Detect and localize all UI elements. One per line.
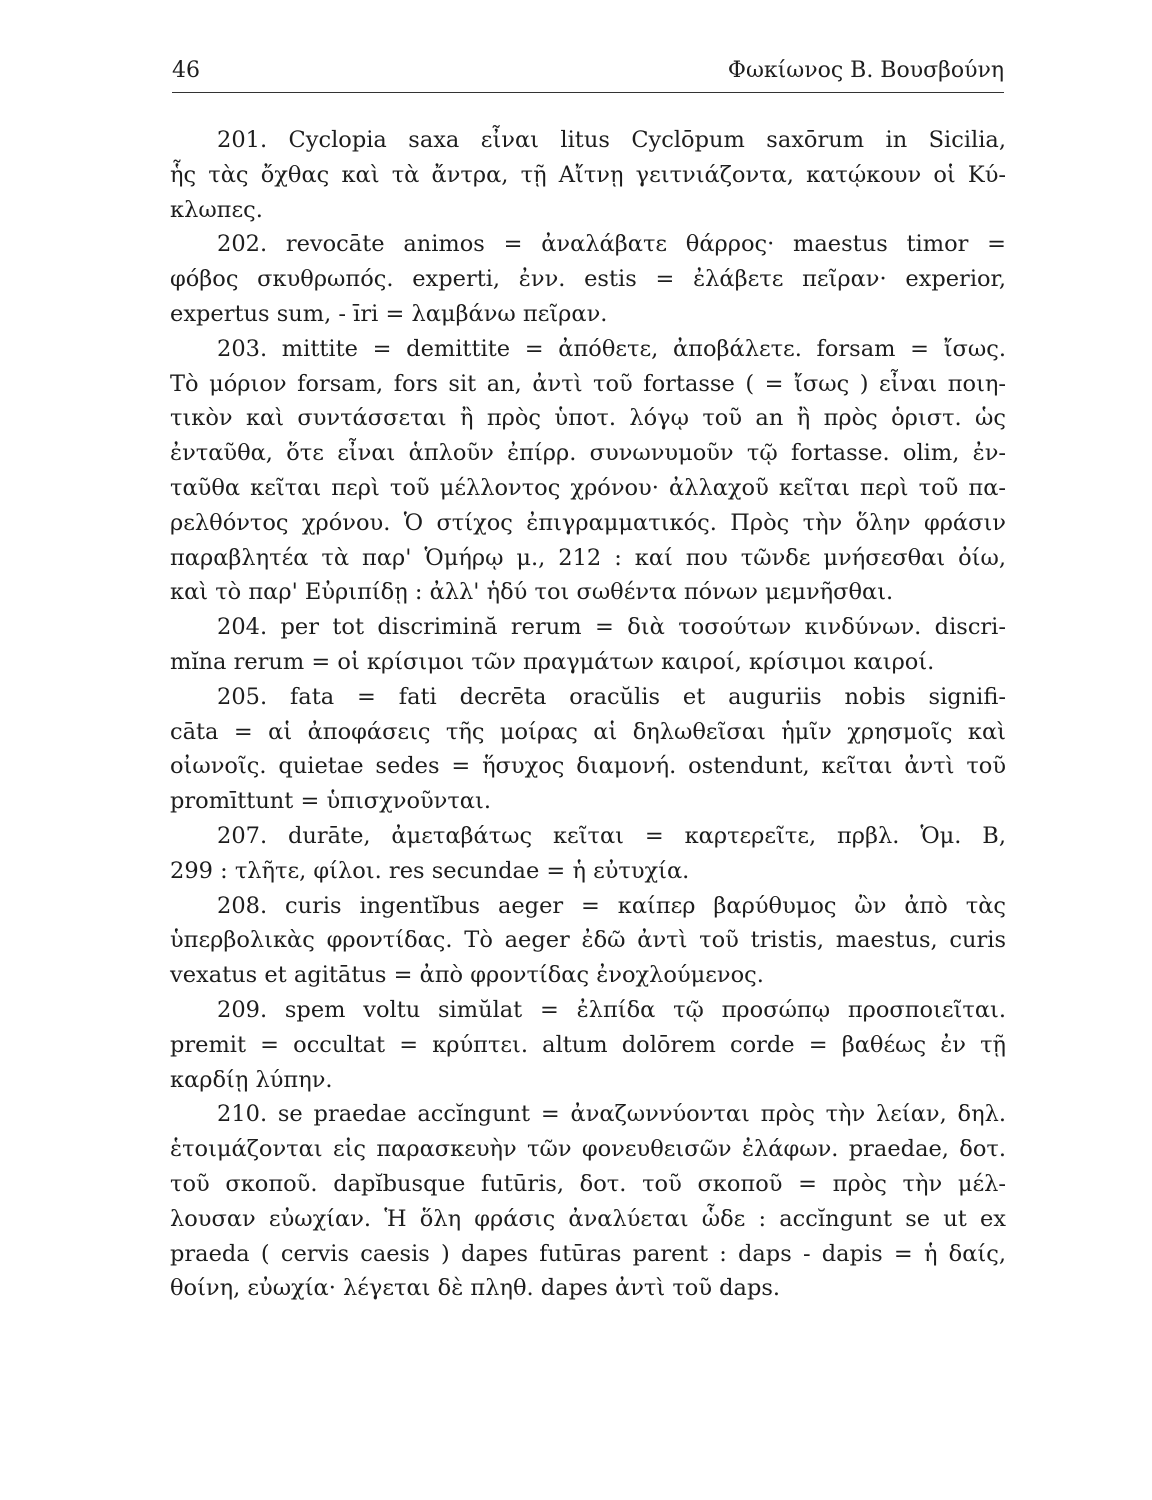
text-line: τοῦ σκοποῦ. dapĭbusque futūris, δοτ. τοῦ σκοποῦ = πρὸς τὴν μέλ- xyxy=(170,1170,1006,1197)
text-line: λουσαν εὐωχίαν. Ἡ ὅλη φράσις ἀναλύεται ὧδε : accĭngunt se ut ex xyxy=(170,1205,1006,1232)
text-line: 299 : τλῆτε, φίλοι. res secundae = ἡ εὐτυχία. xyxy=(170,857,690,884)
text-line: θοίνη, εὐωχία· λέγεται δὲ πληθ. dapes ἀντὶ τοῦ daps. xyxy=(170,1275,781,1302)
text-line: Τὸ μόριον forsam, fors sit an, ἀντὶ τοῦ fortasse ( = ἴσως ) εἶναι ποιη- xyxy=(170,370,1006,397)
page-number: 46 xyxy=(172,58,200,83)
text-line: 205. fata = fati decrēta oracŭlis et auguriis nobis signifi- xyxy=(217,683,1006,710)
text-line: ρελθόντος χρόνου. Ὁ στίχος ἐπιγραμματικός. Πρὸς τὴν ὅλην φράσιν xyxy=(170,509,1006,536)
text-line: φόβος σκυθρωπός. experti, ἐνν. estis = ἐλάβετε πεῖραν· experior, xyxy=(170,266,1006,293)
text-line: οἰωνοῖς. quietae sedes = ἥσυχος διαμονή. ostendunt, κεῖται ἀντὶ τοῦ xyxy=(170,753,1006,780)
text-line: promīttunt = ὑπισχνοῦνται. xyxy=(170,788,491,815)
text-line: 204. per tot discrimină rerum = διὰ τοσούτων κινδύνων. discri- xyxy=(217,614,1006,641)
text-line: 210. se praedae accĭngunt = ἀναζωννύονται πρὸς τὴν λείαν, δηλ. xyxy=(217,1101,1006,1128)
text-line: mĭna rerum = οἱ κρίσιμοι τῶν πραγμάτων καιροί, κρίσιμοι καιροί. xyxy=(170,648,935,675)
text-line: 208. curis ingentĭbus aeger = καίπερ βαρύθυμος ὢν ἀπὸ τὰς xyxy=(217,892,1006,919)
text-line: 202. revocāte animos = ἀναλάβατε θάρρος· maestus timor = xyxy=(217,231,1006,258)
running-title: Φωκίωνος Β. Βουσβούνη xyxy=(727,58,1004,83)
text-line: 201. Cyclopia saxa εἶναι litus Cyclōpum saxōrum in Sicilia, xyxy=(217,127,1006,153)
text-line: premit = occultat = κρύπτει. altum dolōrem corde = βαθέως ἐν τῇ xyxy=(170,1031,1006,1058)
text-line: ἑτοιμάζονται εἰς παρασκευὴν τῶν φονευθεισῶν ἐλάφων. praedae, δοτ. xyxy=(170,1136,1006,1163)
text-line: ταῦθα κεῖται περὶ τοῦ μέλλοντος χρόνου· ἀλλαχοῦ κεῖται περὶ τοῦ πα- xyxy=(170,474,1006,501)
text-line: vexatus et agitātus = ἀπὸ φροντίδας ἐνοχλούμενος. xyxy=(170,962,764,989)
page-header xyxy=(172,58,1004,93)
text-line: καρδίῃ λύπην. xyxy=(170,1066,333,1093)
text-line: 207. durāte, ἀμεταβάτως κεῖται = καρτερεῖτε, πρβλ. Ὁμ. Β, xyxy=(217,822,1006,849)
text-line: ὑπερβολικὰς φροντίδας. Τὸ aeger ἐδῶ ἀντὶ τοῦ tristis, maestus, curis xyxy=(170,927,1006,954)
commentary-text xyxy=(170,123,1006,1306)
text-line: praeda ( cervis caesis ) dapes futūras parent : daps - dapis = ἡ δαίς, xyxy=(170,1240,1006,1267)
text-line: cāta = αἱ ἀποφάσεις τῆς μοίρας αἱ δηλωθεῖσαι ἡμῖν χρησμοῖς καὶ xyxy=(170,718,1006,745)
text-line: παραβλητέα τὰ παρ' Ὁμήρῳ μ., 212 : καί που τῶνδε μνήσεσθαι ὀίω, xyxy=(170,544,1006,571)
text-line: ἐνταῦθα, ὅτε εἶναι ἁπλοῦν ἐπίρρ. συνωνυμοῦν τῷ fortasse. olim, ἐν- xyxy=(170,440,1006,467)
text-line: ἧς τὰς ὄχθας καὶ τὰ ἄντρα, τῇ Αἴτνῃ γειτνιάζοντα, κατῴκουν οἱ Κύ- xyxy=(170,161,1006,188)
text-line: καὶ τὸ παρ' Εὐριπίδῃ : ἀλλ' ἡδύ τοι σωθέντα πόνων μεμνῆσθαι. xyxy=(170,579,894,606)
text-line: 209. spem voltu simŭlat = ἐλπίδα τῷ προσώπῳ προσποιεῖται. xyxy=(217,996,1006,1023)
text-line: expertus sum, - īri = λαμβάνω πεῖραν. xyxy=(170,300,608,327)
text-line: τικὸν καὶ συντάσσεται ἢ πρὸς ὑποτ. λόγῳ τοῦ an ἢ πρὸς ὁριστ. ὡς xyxy=(170,405,1006,432)
text-line: 203. mittite = demittite = ἀπόθετε, ἀποβάλετε. forsam = ἴσως. xyxy=(217,335,1006,362)
text-line: κλωπες. xyxy=(170,196,263,223)
